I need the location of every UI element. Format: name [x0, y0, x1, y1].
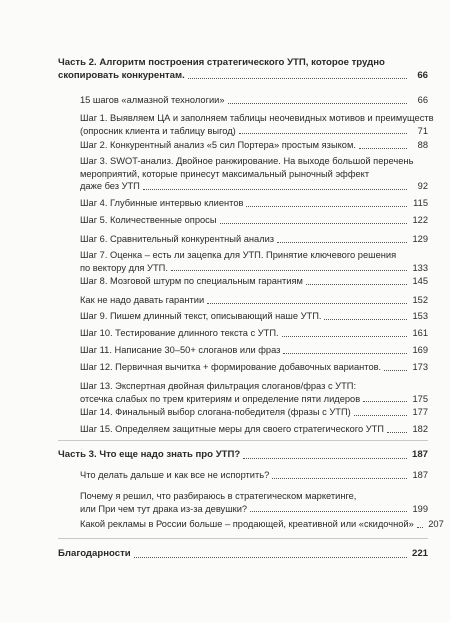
toc-acknowledgments[interactable]	[58, 548, 428, 561]
toc-entry-page: 66	[417, 95, 428, 105]
toc-entry-text-line: Шаг 13. Экспертная двойная фильтрация слоганов/фраз с УТП:	[80, 381, 357, 391]
toc-entry-text: Шаг 2. Конкурентный анализ «5 сил Портера» простым языком.	[80, 140, 356, 150]
toc-entry-page: 161	[412, 328, 428, 338]
dot-leader	[143, 188, 407, 190]
toc-entry-text-line: Шаг 3. SWOT-анализ. Двойное ранжирование. На выходе большой перечень	[80, 156, 414, 166]
toc-entry-text: Шаг 8. Мозговой штурм по специальным гарантиям	[80, 276, 303, 286]
toc-entry-page: 129	[412, 234, 428, 244]
dot-leader	[246, 205, 407, 207]
toc-entry-text: Шаг 14. Финальный выбор слогана-победителя (фразы с УТП)	[80, 407, 351, 417]
dot-leader	[188, 77, 407, 79]
toc-part2-item[interactable]	[80, 249, 428, 274]
toc-part2-item[interactable]	[80, 423, 428, 436]
toc-entry-text-line: Шаг 1. Выявляем ЦА и заполняем таблицы неочевидных мотивов и преимуществ	[80, 113, 434, 123]
dot-leader	[324, 318, 407, 320]
dot-leader	[207, 302, 407, 304]
toc-entry-text: 15 шагов «алмазной технологии»	[80, 95, 225, 105]
toc-part2-item[interactable]	[80, 275, 428, 288]
toc-entry-text: Шаг 12. Первичная вычитка + формирование добавочных вариантов.	[80, 362, 382, 372]
toc-entry-text: Как не надо давать гарантии	[80, 295, 205, 305]
toc-part2-item[interactable]	[80, 214, 428, 227]
toc-entry-text: (опросник клиента и таблицу выгод)	[80, 125, 236, 136]
dot-leader	[250, 510, 407, 512]
toc-entry-page: 115	[413, 198, 428, 208]
dot-leader	[384, 369, 407, 371]
toc-entry-page: 153	[412, 311, 428, 321]
toc-entry-page: 199	[412, 503, 428, 514]
toc-part2-title-line1: Часть 2. Алгоритм построения стратегического УТП, которое трудно	[58, 57, 385, 68]
dot-leader	[277, 241, 407, 243]
dot-leader	[243, 457, 407, 459]
toc-part2-item[interactable]	[80, 197, 428, 210]
dot-leader	[363, 400, 407, 402]
dot-leader	[272, 477, 407, 479]
dot-leader	[359, 147, 407, 149]
toc-part2-item[interactable]	[80, 310, 428, 323]
toc-entry-page: 173	[412, 362, 428, 372]
toc-entry-page: 207	[428, 519, 444, 529]
toc-entry-text: Шаг 6. Сравнительный конкурентный анализ	[80, 234, 275, 244]
dot-leader	[228, 102, 407, 104]
toc-part3[interactable]	[58, 449, 428, 462]
toc-part2-page: 66	[417, 69, 428, 81]
toc-part2-item[interactable]	[80, 233, 428, 246]
toc-part3-item[interactable]	[80, 469, 428, 482]
toc-entry-text: Шаг 4. Глубинные интервью клиентов	[80, 198, 244, 208]
toc-entry-text: Шаг 9. Пишем длинный текст, описывающий наше УТП.	[80, 311, 322, 321]
toc-part2-item[interactable]	[80, 155, 428, 193]
toc-part2-item[interactable]	[80, 94, 428, 107]
dot-leader	[283, 352, 407, 354]
section-divider	[58, 538, 428, 539]
toc-part3-item[interactable]	[80, 518, 444, 531]
toc-part2-item[interactable]	[80, 406, 428, 419]
toc-part3-item[interactable]	[80, 490, 428, 515]
toc-entry-page: 122	[412, 215, 428, 225]
toc-part2-item[interactable]	[80, 361, 428, 374]
toc-part2-item[interactable]	[80, 294, 428, 307]
dot-leader	[134, 556, 407, 558]
toc-entry-text: Какой рекламы в России больше – продающей, креативной или «скидочной»	[80, 519, 414, 529]
toc-entry-text-line: Шаг 7. Оценка – есть ли зацепка для УТП. Принятие ключевого решения	[80, 250, 397, 260]
toc-part2-item[interactable]	[80, 327, 428, 340]
toc-entry-page: 133	[412, 262, 428, 273]
toc-entry-text: Шаг 10. Тестирование длинного текста с УТП.	[80, 328, 279, 338]
dot-leader	[354, 414, 407, 416]
dot-leader	[417, 526, 423, 528]
toc-part2-item[interactable]	[80, 380, 428, 405]
toc-entry-text: даже без УТП	[80, 181, 140, 192]
toc-part2-item[interactable]	[80, 344, 428, 357]
toc-entry-page: 71	[417, 125, 428, 136]
section-divider	[58, 440, 428, 441]
toc-acknowledgments-page: 221	[411, 548, 428, 559]
toc-entry-page: 152	[412, 295, 428, 305]
toc-entry-text: отсечка слабых по трем критериям и определение пяти лидеров	[80, 393, 361, 404]
toc-entry-text: или При чем тут драка из-за девушки?	[80, 503, 248, 514]
dot-leader	[387, 431, 407, 433]
toc-entry-page: 182	[412, 424, 428, 434]
toc-entry-page: 145	[412, 276, 428, 286]
toc-part3-title: Часть 3. Что еще надо знать про УТП?	[58, 449, 241, 460]
toc-entry-page: 187	[412, 470, 428, 480]
dot-leader	[306, 283, 407, 285]
dot-leader	[171, 269, 407, 271]
toc-entry-page: 169	[412, 345, 428, 355]
toc-entry-text-line: мероприятий, которые принесут максимальный рыночный эффект	[80, 168, 370, 179]
toc-part2-item[interactable]	[80, 112, 434, 137]
toc-part3-page: 187	[411, 449, 428, 460]
toc-entry-page: 88	[417, 140, 428, 150]
toc-entry-text: Шаг 15. Определяем защитные меры для своего стратегического УТП	[80, 424, 384, 434]
dot-leader	[282, 335, 407, 337]
toc-entry-page: 175	[412, 393, 428, 404]
dot-leader	[220, 222, 407, 224]
toc-entry-text: по вектору для УТП.	[80, 262, 168, 273]
toc-part2-title-line2: скопировать конкурентам.	[58, 69, 185, 81]
toc-part2-item[interactable]	[80, 139, 428, 152]
toc-acknowledgments-title: Благодарности	[58, 548, 131, 559]
toc-entry-text: Что делать дальше и как все не испортить?	[80, 470, 270, 480]
toc-entry-text: Шаг 5. Количественные опросы	[80, 215, 217, 225]
toc-entry-text-line: Почему я решил, что разбираюсь в стратегическом маркетинге,	[80, 491, 357, 501]
toc-entry-text: Шаг 11. Написание 30–50+ слоганов или фраз	[80, 345, 281, 355]
dot-leader	[239, 132, 407, 134]
toc-part2[interactable]	[58, 57, 428, 82]
toc-entry-page: 177	[412, 407, 428, 417]
toc-entry-page: 92	[417, 181, 428, 192]
